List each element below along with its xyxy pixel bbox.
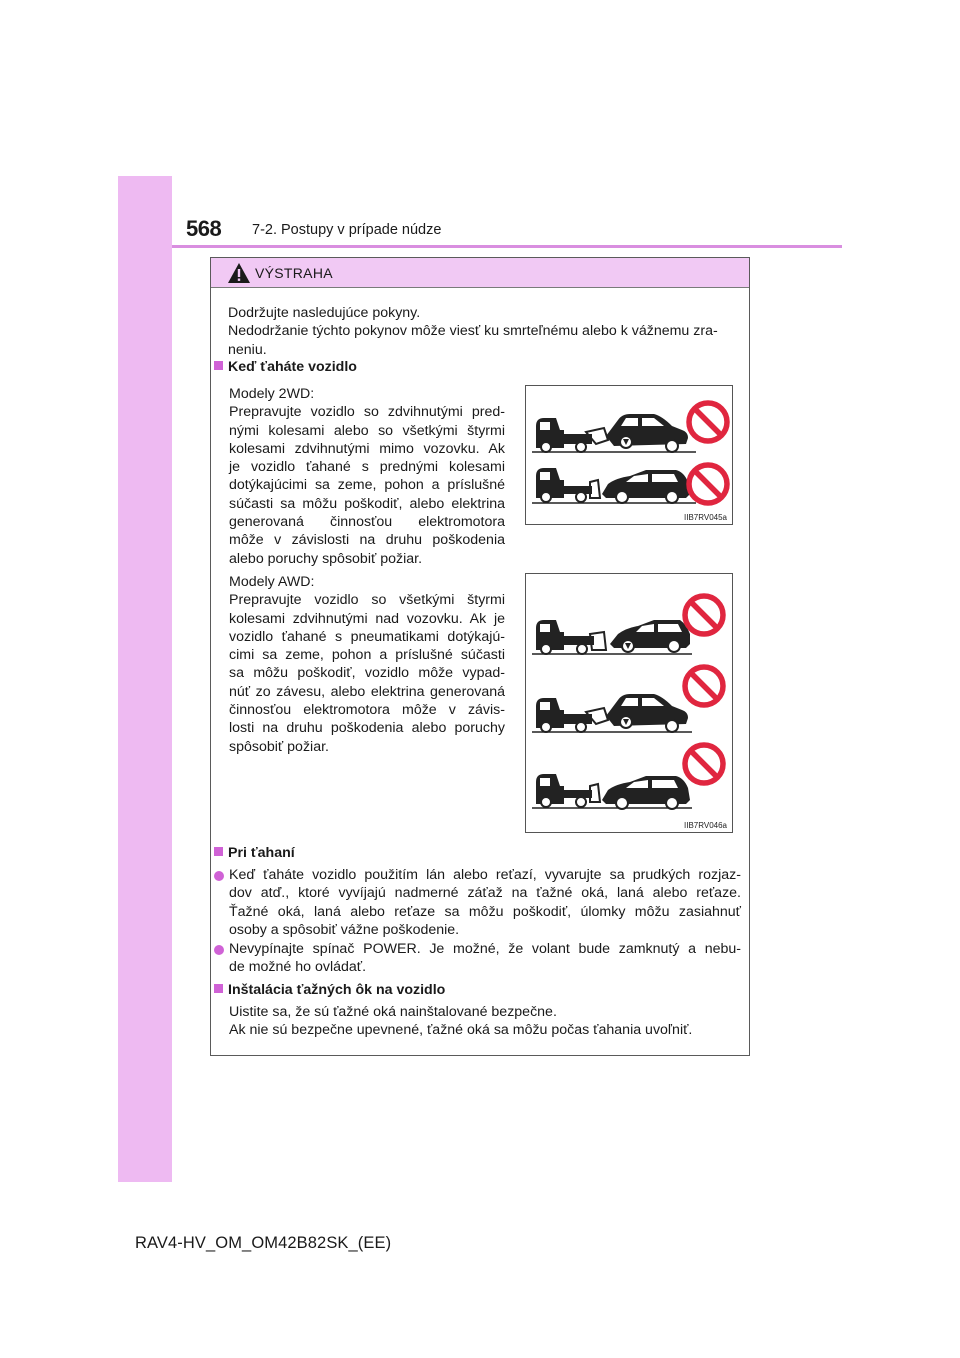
square-bullet-icon bbox=[214, 847, 223, 856]
text-line: nými kolesami alebo so všetkými štyrmi bbox=[229, 422, 505, 439]
bullet-paragraph-ropes bbox=[229, 866, 741, 939]
intro-line: neniu. bbox=[228, 341, 267, 358]
side-tab bbox=[118, 176, 172, 1182]
text-line: činnosťou elektromotora môže v závis- bbox=[229, 702, 505, 719]
text-line: dotýkajúcimi sa zeme, pohon a príslušné bbox=[229, 477, 505, 494]
prohibition-icon bbox=[685, 745, 723, 783]
tow-row-1 bbox=[532, 414, 696, 452]
text-line: sa môžu poškodiť, vozidlo môže vypad- bbox=[229, 665, 505, 682]
text-line: Modely 2WD: bbox=[229, 386, 315, 402]
warning-title: VÝSTRAHA bbox=[255, 264, 333, 281]
square-bullet-icon bbox=[214, 984, 223, 993]
text-line: Keď ťaháte vozidlo použitím lán alebo reťazí, vyvarujte sa prudkých rozjaz- bbox=[229, 867, 741, 883]
section-heading-tow-eyelet bbox=[214, 981, 445, 999]
figure-code: IIB7RV045a bbox=[684, 513, 727, 522]
awd-paragraph bbox=[229, 573, 505, 756]
tow-truck-awd-illustration bbox=[526, 574, 732, 832]
intro-line: Dodržujte nasledujúce pokyny. bbox=[228, 305, 421, 321]
text-line: kolesami zdvihnutými mimo vozovku. Ak bbox=[229, 440, 505, 457]
text-line: Nevypínajte spínač POWER. Je možné, že volant bude zamknutý a nebu- bbox=[229, 941, 741, 957]
text-line: kolesami zdvihnutými nad vozovku. Ak je bbox=[229, 610, 505, 627]
text-line: de možné ho ovládať. bbox=[229, 959, 367, 976]
prohibition-icon bbox=[685, 667, 723, 705]
text-line: Prepravujte vozidlo so všetkými štyrmi bbox=[229, 592, 505, 609]
tow-row-1 bbox=[532, 620, 692, 654]
tow-row-3 bbox=[532, 774, 692, 809]
text-line: môže v závislosti na druhu poškodenia bbox=[229, 532, 505, 549]
text-line: losti na druhu poškodenia alebo poruchy bbox=[229, 720, 505, 737]
prohibition-icon bbox=[685, 596, 723, 634]
section-heading-during-towing bbox=[214, 844, 295, 862]
text-line: núť zo závesu, alebo elektrina generovaná bbox=[229, 683, 505, 700]
text-line: Modely AWD: bbox=[229, 574, 315, 590]
figure-code: IIB7RV046a bbox=[684, 821, 727, 830]
text-line: cimi sa zeme, pohon a príslušné súčasti bbox=[229, 647, 505, 664]
text-line: osoby a spôsobiť vážne poškodenie. bbox=[229, 921, 460, 938]
tow-row-2 bbox=[532, 468, 696, 503]
text-line: Uistite sa, že sú ťažné oká nainštalované bezpečne. bbox=[229, 1004, 557, 1020]
bullet-paragraph-power bbox=[229, 940, 741, 977]
warning-intro bbox=[228, 304, 740, 359]
round-bullet-icon bbox=[214, 871, 224, 881]
text-line: súčasti sa môžu poškodiť, alebo elektrina bbox=[229, 495, 505, 512]
figure-awd-towing bbox=[525, 573, 733, 833]
footer-code: RAV4-HV_OM_OM42B82SK_(EE) bbox=[135, 1234, 392, 1252]
text-line: Ak nie sú bezpečne upevnené, ťažné oká sa môžu počas ťahania uvoľniť. bbox=[229, 1022, 693, 1039]
warning-triangle-icon bbox=[227, 262, 251, 284]
heading-text: Pri ťahaní bbox=[228, 845, 295, 861]
text-line: dov atď., ktoré vyvíjajú nadmerné záťaž na ťažné oká, laná alebo reťaze. bbox=[229, 885, 741, 902]
heading-text: Inštalácia ťažných ôk na vozidlo bbox=[228, 982, 446, 998]
text-line: Prepravujte vozidlo so zdvihnutými pred- bbox=[229, 404, 505, 421]
heading-text: Keď ťaháte vozidlo bbox=[228, 359, 357, 375]
twd-paragraph bbox=[229, 385, 505, 568]
page-number: 568 bbox=[186, 216, 222, 241]
section-title: 7-2. Postupy v prípade núdze bbox=[252, 222, 442, 238]
warning-header bbox=[211, 258, 749, 288]
tow-row-2 bbox=[532, 694, 692, 732]
text-line: spôsobiť požiar. bbox=[229, 738, 329, 755]
text-line: generovaná činnosťou elektromotora bbox=[229, 514, 505, 531]
text-line: alebo poruchy spôsobiť požiar. bbox=[229, 550, 423, 567]
figure-2wd-towing bbox=[525, 385, 733, 525]
section-heading-towing bbox=[214, 358, 357, 376]
round-bullet-icon bbox=[214, 945, 224, 955]
header-rule bbox=[172, 245, 842, 248]
text-line: vozidlo ťahané s pneumatikami dotýkajú- bbox=[229, 628, 505, 645]
intro-line: Nedodržanie týchto pokynov môže viesť ku smrteľnému alebo k vážnemu zra- bbox=[228, 323, 718, 340]
prohibition-icon bbox=[689, 465, 727, 503]
text-line: Ťažné oká, laná alebo reťaze sa môžu poškodiť, úlomky môžu zasiahnuť bbox=[229, 903, 741, 920]
prohibition-icon bbox=[689, 403, 727, 441]
text-line: je vozidlo ťahané s prednými kolesami bbox=[229, 459, 505, 476]
square-bullet-icon bbox=[214, 361, 223, 370]
tow-eyelet-paragraph bbox=[229, 1003, 741, 1040]
tow-truck-2wd-illustration bbox=[526, 386, 732, 524]
